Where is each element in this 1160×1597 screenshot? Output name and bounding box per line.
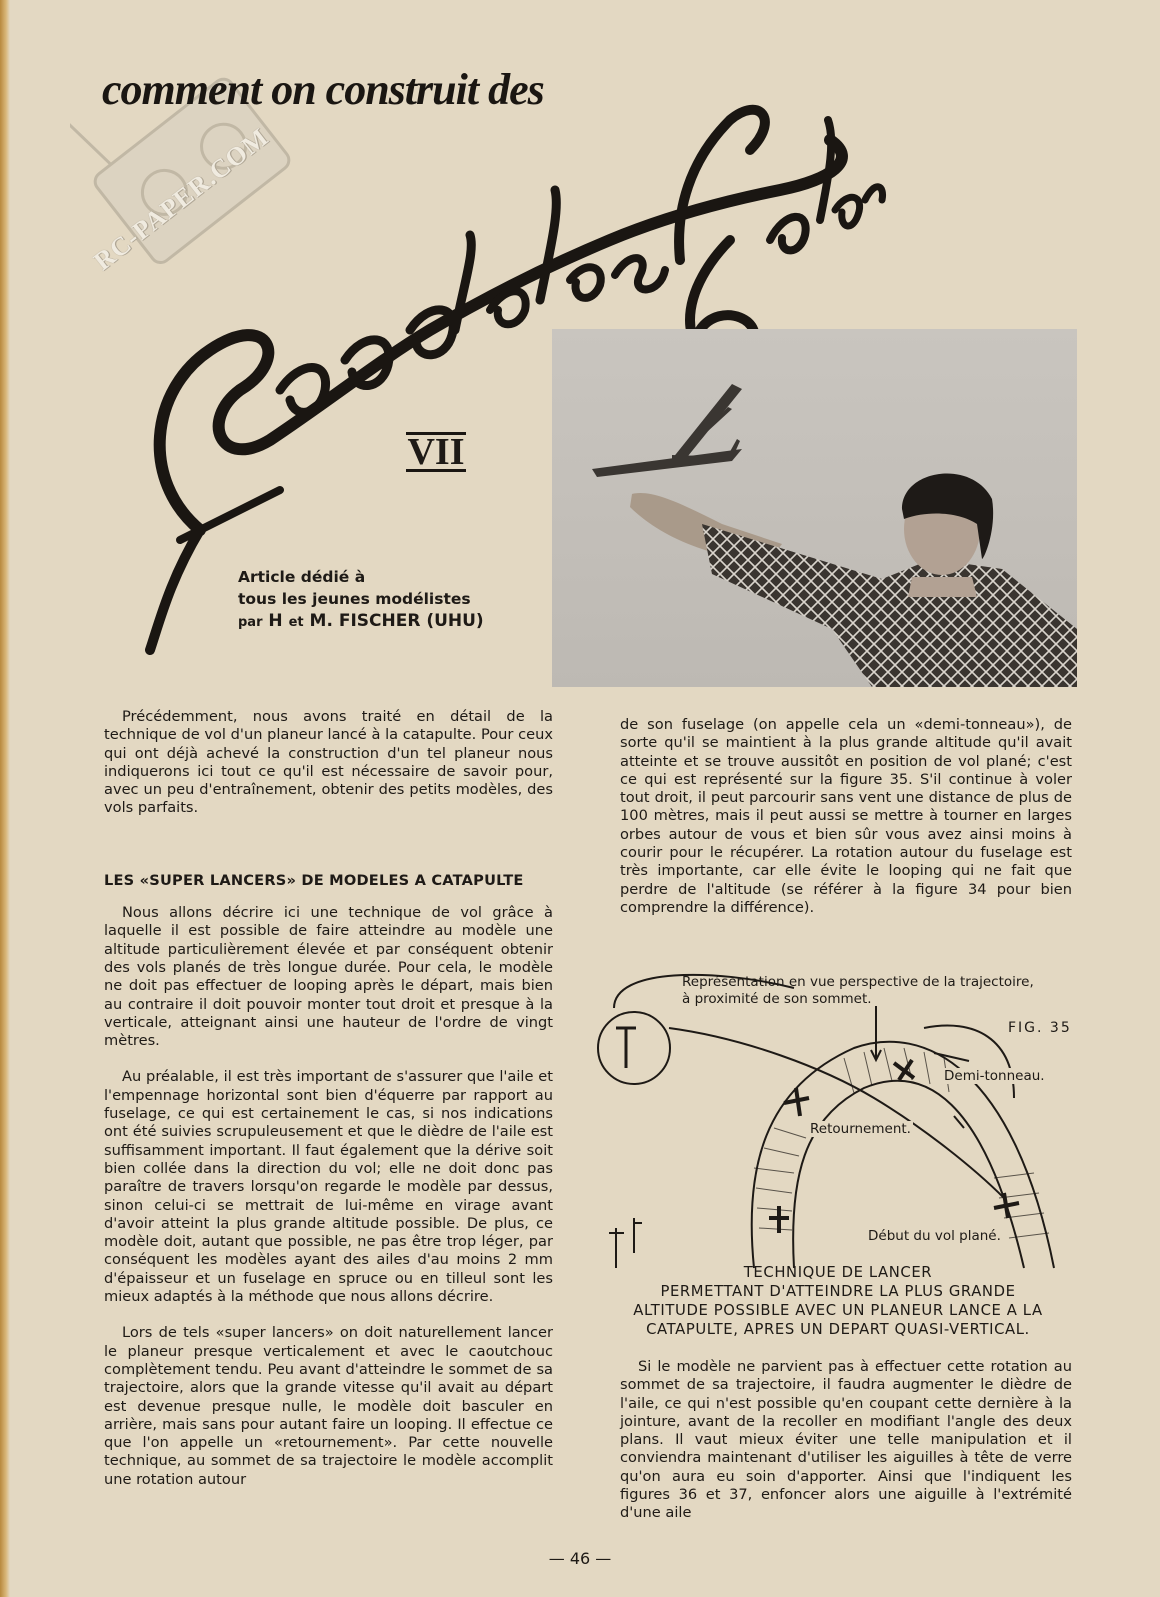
dedication-line-1: Article dédié à bbox=[238, 568, 366, 586]
author-line bbox=[238, 610, 538, 634]
figure-caption-line-3: ALTITUDE POSSIBLE AVEC UN PLANEUR LANCE A LA bbox=[633, 1302, 1043, 1319]
label-demi-tonneau: Demi-tonneau. bbox=[944, 1068, 1045, 1084]
article-left-column bbox=[104, 708, 553, 1507]
article-right-column-bottom bbox=[620, 1358, 1072, 1541]
watermark-text: RC-PAPER.COM bbox=[88, 122, 275, 277]
paragraph-5: Si le modèle ne parvient pas à effectuer cette rotation au sommet de sa trajectoire, il faudra augmenter le dièdre de l'aile, ce qui n'est possible qu'en coupant cette dernière à la jointure, avant de la recoller en modifiant l'angle des deux plans. Il vaut mieux éviter une telle manipulation et il conviendra maintenant d'utiliser les aiguilles à tête de verre qu'on aura eu soin d'apporter. Ainsi que l'indiquent les figures 36 et 37, enfoncer alors une aiguille à l'extrémité d'une aile bbox=[620, 1358, 1072, 1522]
section-heading: LES «SUPER LANCERS» DE MODELES A CATAPULTE bbox=[104, 871, 524, 889]
part-number: VII bbox=[407, 431, 465, 473]
glider-icon bbox=[592, 384, 742, 477]
dedication bbox=[238, 566, 538, 634]
page-number: — 46 — bbox=[548, 1549, 612, 1568]
author-initial-h: H bbox=[268, 611, 283, 631]
article-right-column bbox=[620, 716, 1072, 935]
intro-paragraph: Précédemment, nous avons traité en détail de la technique de vol d'un planeur lancé à la catapulte. Pour ceux qui ont déjà achevé la construction d'un tel planeur nous indiquerons ici tout ce qu'il est nécessaire de savoir pour, avec un peu d'entraînement, obtenir des petits modèles, des vols parfaits. bbox=[104, 708, 553, 817]
figure-caption bbox=[588, 1263, 1088, 1339]
figure-number: FIG. 35 bbox=[1008, 1020, 1072, 1036]
figure-caption-line-1: TECHNIQUE DE LANCER bbox=[743, 1264, 933, 1281]
paragraph-4: de son fuselage (on appelle cela un «demi-tonneau»), de sorte qu'il se maintient à la plus grande altitude qu'il avait atteinte et se trouve aussitôt en position de vol plané; c'est ce qui est représenté sur la figure 35. S'il continue à voler tout droit, il peut parcourir sans vent une distance de plus de 100 mètres, mais il peut aussi se mettre à tourner en larges orbes autour de vous et bien sûr vous avez ainsi moins à courir pour le récupérer. La rotation autour du fuselage est très importante, car elle évite le looping qui ne fait que perdre de l'altitude (se référer à la figure 34 pour bien comprendre la différence). bbox=[620, 716, 1072, 916]
title-subtitle: comment on construit des bbox=[102, 65, 544, 114]
figure-top-caption-line-2: à proximité de son sommet. bbox=[682, 991, 872, 1007]
author-par: par bbox=[238, 615, 263, 630]
photo-boy-launching-glider bbox=[552, 329, 1077, 687]
author-et: et bbox=[288, 615, 304, 630]
label-retournement: Retournement. bbox=[810, 1121, 911, 1137]
dedication-line-2: tous les jeunes modélistes bbox=[238, 590, 471, 608]
page-edge bbox=[0, 0, 10, 1597]
paragraph-1: Nous allons décrire ici une technique de vol grâce à laquelle il est possible de faire atteindre au modèle une altitude particulièrement élevée et par conséquent obtenir des vols planés de très longue durée. Pour cela, le modèle ne doit pas effectuer de looping après le départ, mais bien au contraire il doit pouvoir monter tout droit et presque à la verticale, atteignant ainsi une hauteur de l'ordre de vingt mètres. bbox=[104, 904, 553, 1050]
figure-caption-line-2: PERMETTANT D'ATTEINDRE LA PLUS GRANDE bbox=[660, 1283, 1016, 1300]
author-names: M. FISCHER (UHU) bbox=[309, 611, 484, 631]
paragraph-3: Lors de tels «super lancers» on doit naturellement lancer le planeur presque verticalement et avec le caoutchouc complètement tendu. Peu avant d'atteindre le sommet de sa trajectoire, alors que la grande vitesse qu'il avait au départ est devenue presque nulle, le modèle doit basculer en arrière, mais sans pour autant faire un looping. Il effectue ce que l'on appelle un «retournement». Par cette nouvelle technique, au sommet de sa trajectoire le modèle accomplit une rotation autour bbox=[104, 1324, 553, 1488]
label-debut-vol-plane: Début du vol plané. bbox=[868, 1228, 1001, 1244]
figure-caption-line-4: CATAPULTE, APRES UN DEPART QUASI-VERTICAL. bbox=[646, 1321, 1030, 1338]
figure-top-caption-line-1: Représentation en vue perspective de la trajectoire, bbox=[682, 974, 1034, 990]
paragraph-2: Au préalable, il est très important de s'assurer que l'aile et l'empennage horizontal sont bien d'équerre par rapport au fuselage, ce qui est certainement le cas, si nos indications ont été suivies scrupuleusement et que le dièdre de l'aile est suffisamment important. Il faut également que la dérive soit bien collée dans la direction du vol; elle ne doit donc pas paraître de travers lorsqu'on regarde le modèle par dessus, sinon celui-ci se mettrait de lui-même en virage avant d'avoir atteint la plus grande altitude possible. De plus, ce modèle doit, autant que possible, ne pas être trop léger, par conséquent les modèles ayant des ailes d'au moins 2 mm d'épaisseur et un fuselage en spruce ou en tilleul sont les mieux adaptés à la méthode que nous allons décrire. bbox=[104, 1068, 553, 1306]
